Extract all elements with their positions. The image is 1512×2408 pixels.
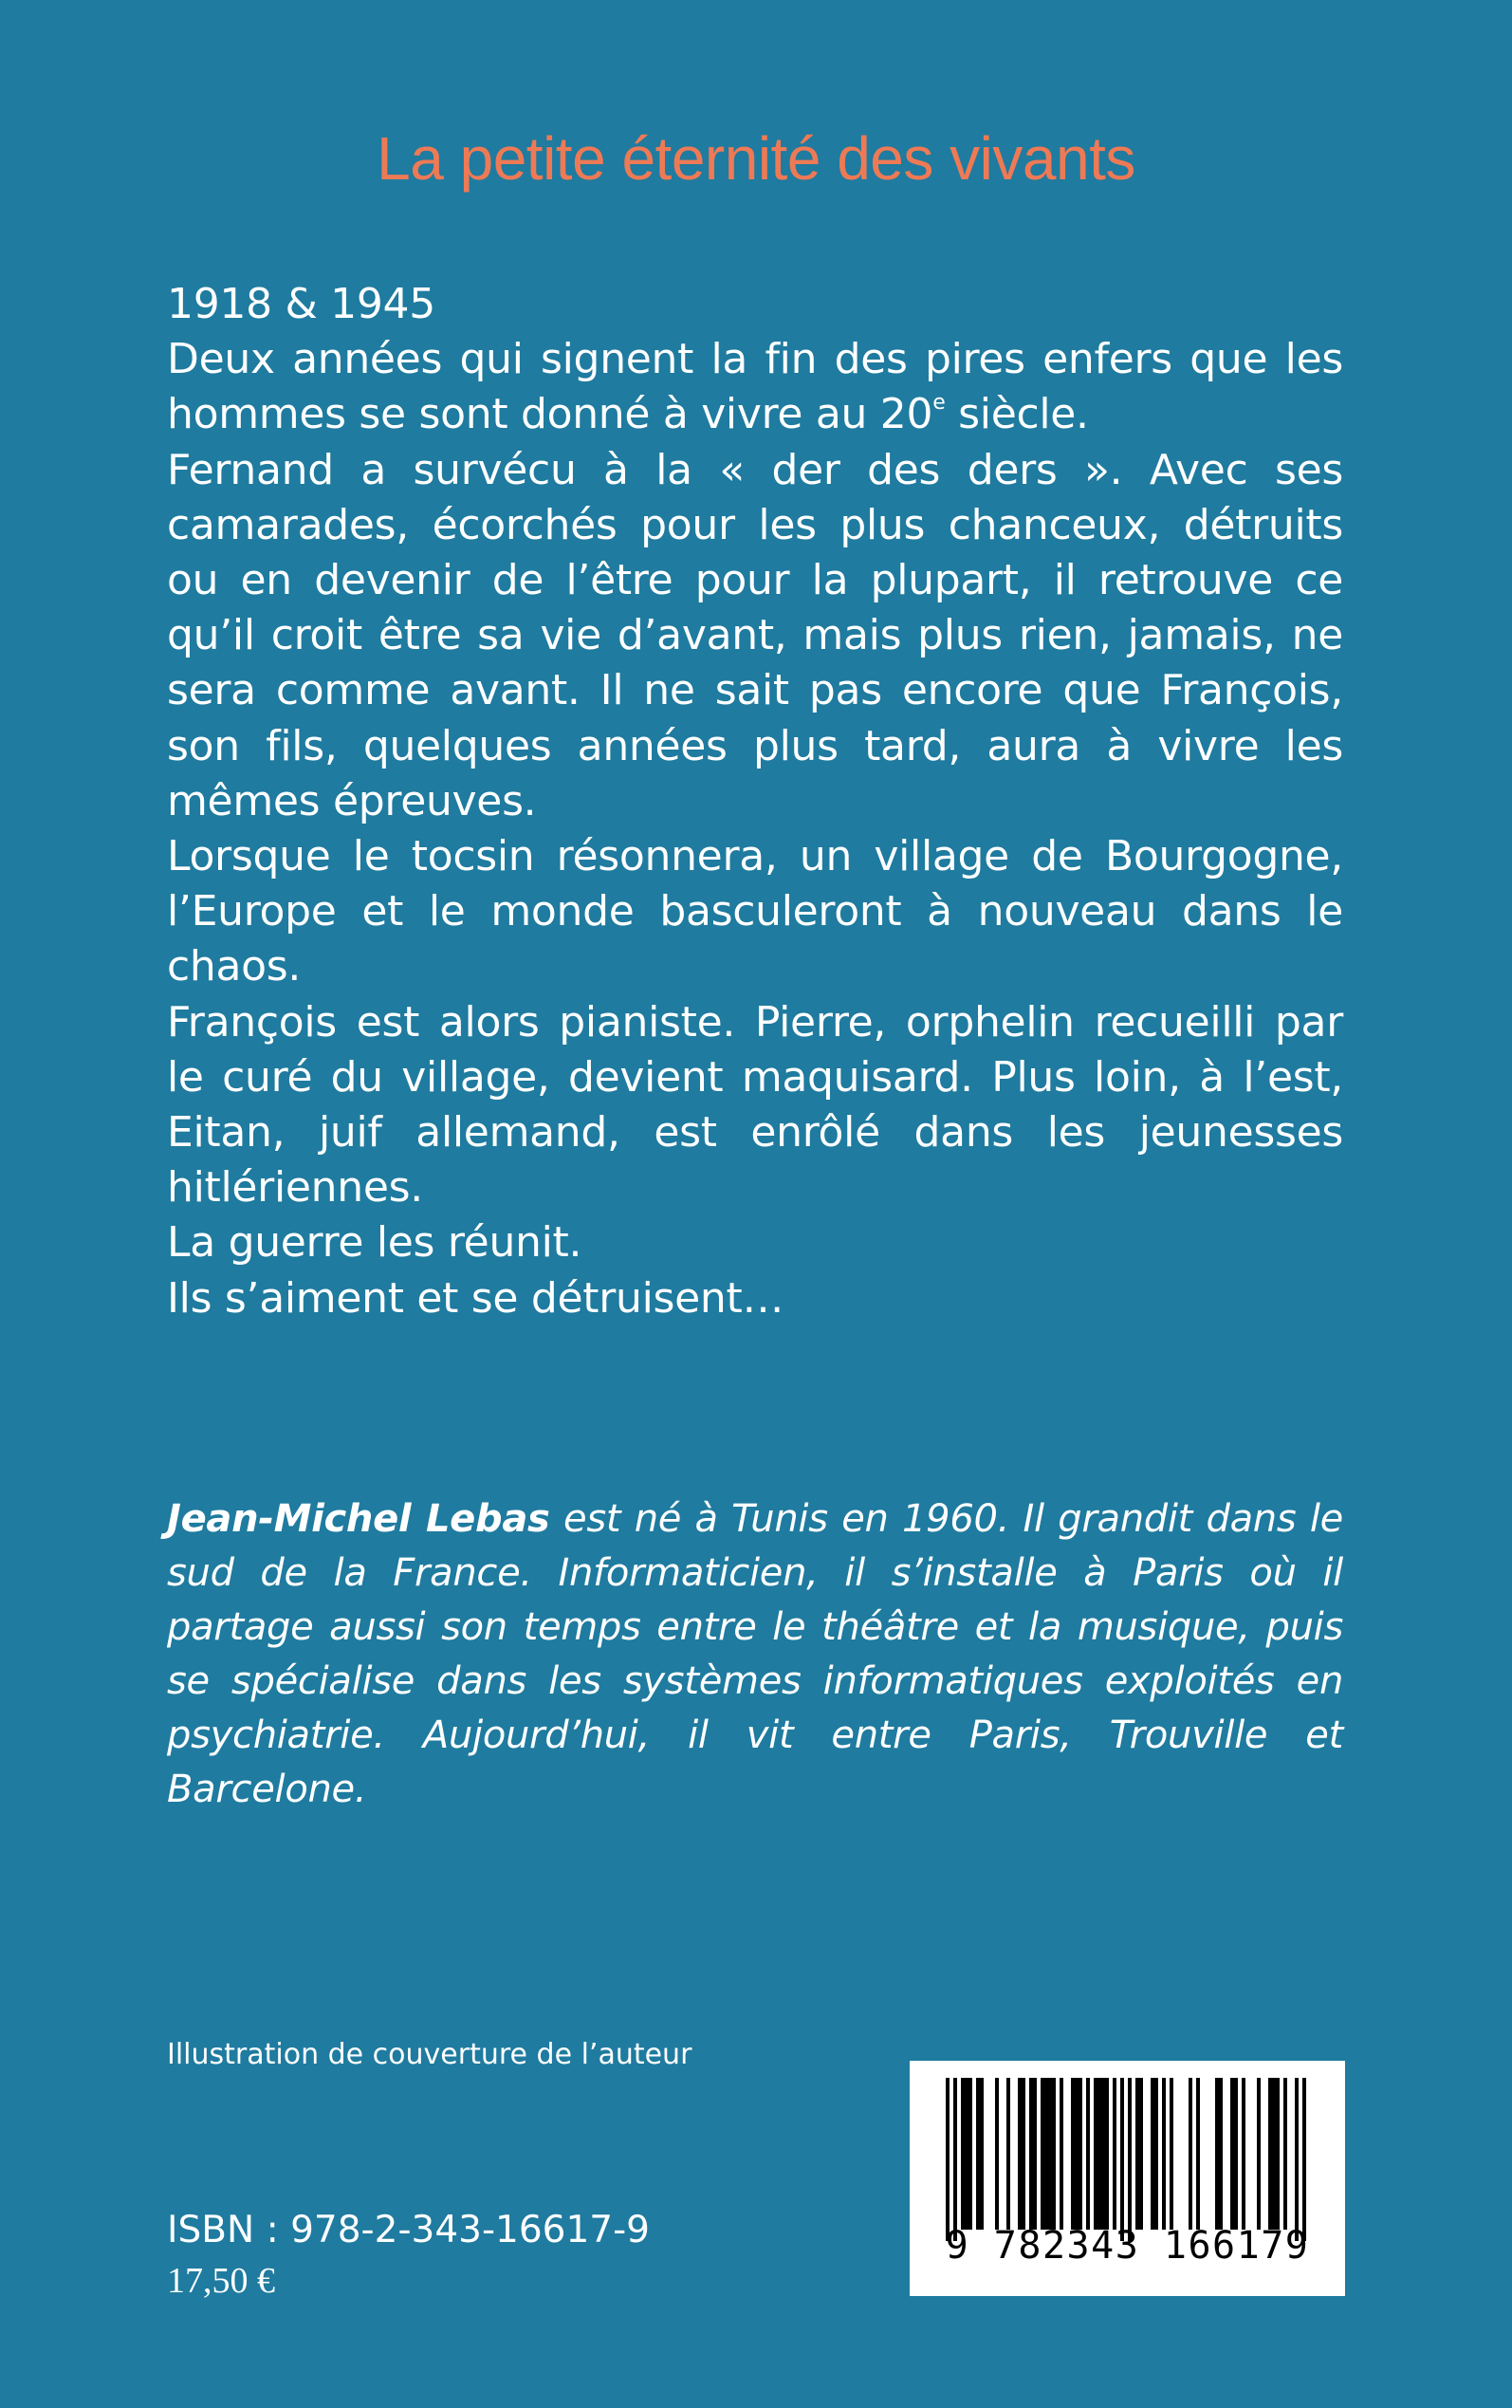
barcode-bar (1295, 2078, 1299, 2241)
barcode-digits: 9 782343 166179 (945, 2224, 1310, 2268)
barcode-bar (1044, 2078, 1048, 2230)
barcode-bar (1219, 2078, 1223, 2230)
barcode-bar (1196, 2078, 1200, 2230)
barcode-bar (1041, 2078, 1044, 2230)
barcode-bar (961, 2078, 965, 2230)
barcode-bar (946, 2078, 950, 2241)
barcode-bar (1052, 2078, 1056, 2230)
barcode-bar (1113, 2078, 1116, 2230)
barcode-bar (1242, 2078, 1245, 2230)
barcode-bar (1029, 2078, 1033, 2230)
author-bio-text: est né à Tunis en 1960. Il grandit dans le sud de la France. Informaticien, il s’installe à Paris où il partage aussi son temps entre le théâtre et la musique, puis se spécialise dans les systèmes informatiques exploités en psychiatrie. Aujourd’hui, il vit entre Paris, Trouville et Barcelone. (167, 1497, 1343, 1811)
barcode-bar (1276, 2078, 1280, 2230)
barcode-bar (1230, 2078, 1234, 2230)
price: 17,50 € (167, 2261, 275, 2301)
synopsis-dates: 1918 & 1945 (167, 280, 435, 328)
barcode-bar (1120, 2078, 1124, 2241)
barcode-bar (1302, 2078, 1306, 2241)
barcode-bar (1268, 2078, 1272, 2230)
synopsis-fernand: Fernand a survécu à la « der des ders ». Avec ses camarades, écorchés pour les plus chanceux, détruits ou en devenir de l’être pour la plupart, il retrouve ce qu’il croit être sa vie d’avant, mais plus rien, jamais, ne sera comme avant. Il ne sait pas encore que François, son fils, quelques années plus tard, aura à vivre les mêmes épreuves. (167, 445, 1343, 825)
barcode-bar (1170, 2078, 1173, 2230)
synopsis-tocsin: Lorsque le tocsin résonnera, un village de Bourgogne, l’Europe et le monde basculeront à nouveau dans le chaos. (167, 832, 1343, 991)
synopsis-intro-end: siècle. (945, 390, 1089, 439)
barcode-bar (1283, 2078, 1287, 2230)
synopsis-intro (167, 332, 1343, 442)
barcode-bar (1105, 2078, 1109, 2230)
book-title: La petite éternité des vivants (377, 124, 1135, 193)
barcode-bar (1075, 2078, 1079, 2230)
barcode-bar (1154, 2078, 1158, 2230)
barcode-bar (1048, 2078, 1052, 2230)
barcode-bar (1128, 2078, 1132, 2241)
barcode-bar (976, 2078, 980, 2230)
synopsis-guerre: La guerre les réunit. (167, 1218, 582, 1268)
author-bio (167, 1492, 1343, 1817)
barcode-bar (1033, 2078, 1037, 2230)
barcode-bar (1215, 2078, 1219, 2230)
barcode-bar (1094, 2078, 1097, 2230)
barcode-bar (965, 2078, 968, 2230)
barcode-bar (1257, 2078, 1261, 2230)
synopsis-aiment: Ils s’aiment et se détruisent… (167, 1273, 784, 1323)
barcode-bar (1097, 2078, 1101, 2230)
barcode-bar (1060, 2078, 1063, 2230)
author-name: Jean-Michel Lebas (167, 1497, 550, 1541)
barcode-bar (1234, 2078, 1238, 2230)
barcode-bar (1189, 2078, 1192, 2230)
barcode-bar (1022, 2078, 1025, 2230)
barcode (910, 2061, 1345, 2296)
synopsis-intro-text: Deux années qui signent la fin des pires enfers que les hommes se sont donné à vivre au 20 (167, 335, 1343, 439)
barcode-bar (1018, 2078, 1022, 2230)
barcode-bar (1139, 2078, 1143, 2230)
barcode-bar (953, 2078, 957, 2241)
isbn: ISBN : 978-2-343-16617-9 (167, 2209, 650, 2251)
synopsis (167, 277, 1343, 1326)
barcode-bar (1101, 2078, 1105, 2230)
barcode-bar (980, 2078, 984, 2230)
barcode-bar (1006, 2078, 1010, 2230)
barcode-bar (1162, 2078, 1166, 2230)
barcode-bar (995, 2078, 999, 2230)
barcode-bar (1086, 2078, 1090, 2230)
illustration-credit: Illustration de couverture de l’auteur (167, 2038, 692, 2071)
barcode-bar (1135, 2078, 1139, 2230)
barcode-bar (1079, 2078, 1082, 2230)
barcode-bar (1151, 2078, 1154, 2230)
barcode-bar (1071, 2078, 1075, 2230)
barcode-bar (1272, 2078, 1276, 2230)
synopsis-francois: François est alors pianiste. Pierre, orphelin recueilli par le curé du village, devient maquisard. Plus loin, à l’est, Eitan, juif allemand, est enrôlé dans les jeunesses hitlériennes. (167, 997, 1343, 1213)
barcode-bar (968, 2078, 972, 2230)
century-superscript: e (932, 391, 946, 416)
